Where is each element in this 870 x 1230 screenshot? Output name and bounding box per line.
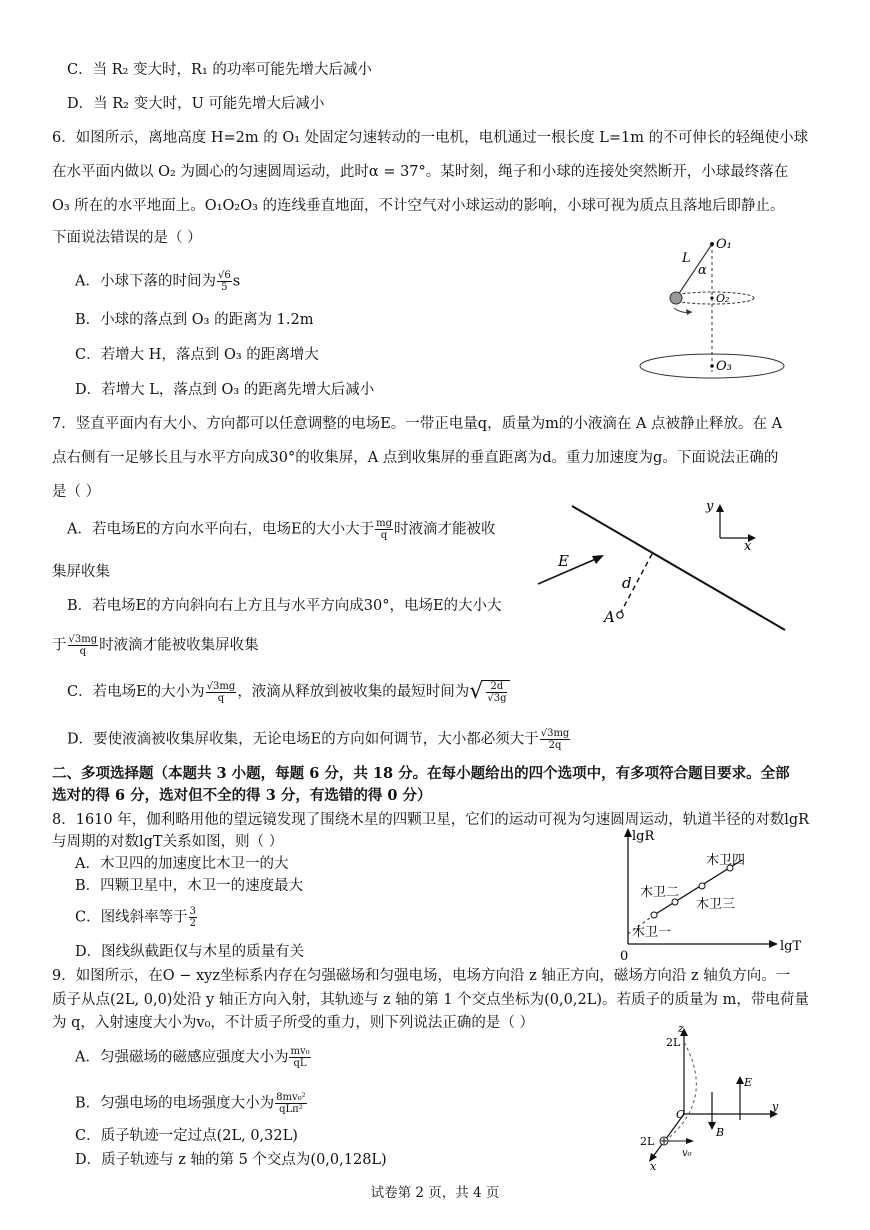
- q8-figure: [612, 820, 812, 970]
- label-l: L: [682, 251, 691, 266]
- label-x: x: [650, 1160, 657, 1173]
- label-o1: O₁: [716, 237, 732, 252]
- section2-heading-line2: 选对的得 6 分，选对但不全的得 3 分，有选错的得 0 分）: [52, 787, 432, 804]
- label-x: x: [744, 539, 752, 554]
- q6-option-c: C．若增大 H，落点到 O₃ 的距离增大: [75, 347, 319, 363]
- q7-stem-line3: 是（ ）: [52, 484, 101, 500]
- fraction: $\frac{\text{8mv₀²}}{\text{qLπ²}}$: [276, 1092, 306, 1115]
- label-y: y: [772, 1100, 779, 1113]
- label-moon2: 木卫二: [640, 885, 680, 900]
- square-root: √ $\frac{2d}{√3g}$: [469, 680, 510, 704]
- label-lgt: lgT: [780, 939, 802, 954]
- label-d: d: [622, 574, 632, 592]
- label-e: E: [744, 1076, 753, 1089]
- label-alpha: α: [698, 263, 707, 278]
- q6-option-d: D．若增大 L，落点到 O₃ 的距离先增大后减小: [75, 382, 375, 398]
- page-footer: 试卷第 2 页，共 4 页: [370, 1185, 500, 1201]
- q9-stem-line1: 9．如图所示，在O − xyz坐标系内存在匀强磁场和匀强电场，电场方向沿 z 轴正方向，磁场方向沿 z 轴负方向。一: [52, 968, 791, 984]
- label-a: A: [604, 608, 615, 626]
- q5-option-c: C．当 R₂ 变大时，R₁ 的功率可能先增大后减小: [67, 62, 372, 78]
- fraction: $\frac{\text{mv₀}}{qL}$: [290, 1046, 310, 1069]
- q7-option-a: A．若电场E的方向水平向右，电场E的大小大于 $\frac{mg}{q}$ 时液滴才能被收: [67, 518, 496, 541]
- label-b: B: [716, 1126, 725, 1139]
- q6-stem-line1: 6．如图所示，离地高度 H=2m 的 O₁ 处固定匀速转动的一电机，电机通过一根长度 L=1m 的不可伸长的轻绳使小球: [52, 130, 809, 146]
- q6-stem-line4: 下面说法错误的是（ ）: [52, 230, 202, 246]
- label-o3: O₃: [716, 359, 732, 374]
- q8-stem-line1: 8．1610 年，伽利略用他的望远镜发现了围绕木星的四颗卫星，它们的运动可视为匀速圆周运动，轨道半径的对数lgR: [52, 812, 810, 828]
- q6-option-b: B．小球的落点到 O₃ 的距离为 1.2m: [75, 312, 314, 328]
- label-2l-top: 2L: [666, 1036, 681, 1049]
- q7-stem-line1: 7．竖直平面内有大小、方向都可以任意调整的电场E。一带正电量q，质量为m的小液滴在 A 点被静止释放。在 A: [52, 416, 783, 432]
- fraction: $\frac{√3mg}{q}$: [206, 680, 236, 704]
- label-z: z: [678, 1022, 684, 1035]
- fraction: $\frac{mg}{q}$: [376, 518, 393, 541]
- q6-figure: [630, 232, 790, 392]
- q8-option-a: A．木卫四的加速度比木卫一的大: [75, 856, 289, 872]
- q8-option-d: D．图线纵截距仅与木星的质量有关: [75, 944, 305, 960]
- q6-option-a: A．小球下落的时间为 $\frac{√6}{5}$ s: [75, 270, 241, 293]
- fraction: $\frac{√6}{5}$: [217, 270, 231, 293]
- q8-stem-line2: 与周期的对数lgT关系如图，则（ ）: [52, 834, 284, 850]
- q7-option-c: C．若电场E的大小为 $\frac{√3mg}{q}$ ，液滴从释放到被收集的最短时间为√ $\frac{2d}{√3g}$: [67, 680, 510, 704]
- label-v0: v₀: [682, 1148, 692, 1159]
- label-moon1: 木卫一: [632, 925, 672, 940]
- label-origin: 0: [620, 949, 629, 964]
- q6-stem-line2: 在水平面内做以 O₂ 为圆心的匀速圆周运动，此时α = 37°。某时刻，绳子和小球的连接处突然断开，小球最终落在: [52, 164, 789, 180]
- label-2l-left: 2L: [640, 1135, 655, 1148]
- q9-stem-line3: 为 q，入射速度大小为v₀，不计质子所受的重力，则下列说法正确的是（ ）: [52, 1015, 535, 1031]
- section2-heading-line1: 二、多项选择题（本题共 3 小题，每题 6 分，共 18 分。在每小题给出的四个选项中，有多项符合题目要求。全部: [52, 765, 790, 782]
- fraction: $\frac{√3mg}{q}$: [68, 634, 98, 657]
- q9-option-a: A．匀强磁场的磁感应强度大小为 $\frac{\text{mv₀}}{qL}$: [75, 1046, 310, 1069]
- q8-option-b: B．四颗卫星中，木卫一的速度最大: [75, 878, 304, 894]
- q7-option-a-cont: 集屏收集: [52, 564, 110, 580]
- q6-stem-line3: O₃ 所在的水平地面上。O₁O₂O₃ 的连线垂直地面，不计空气对小球运动的影响，小球可视为质点且落地后即静止。: [52, 198, 785, 214]
- q7-option-b-cont: 于 $\frac{√3mg}{q}$ 时液滴才能被收集屏收集: [52, 634, 259, 657]
- q7-figure: [530, 492, 800, 642]
- label-lgr: lgR: [632, 829, 655, 844]
- label-e: E: [558, 552, 569, 570]
- q7-option-b: B．若电场E的方向斜向右上方且与水平方向成30°，电场E的大小大: [67, 598, 502, 614]
- q5-option-d: D．当 R₂ 变大时，U 可能先增大后减小: [67, 96, 325, 112]
- label-y: y: [706, 499, 714, 514]
- label-moon4: 木卫四: [706, 853, 746, 868]
- q9-stem-line2: 质子从点(2L, 0,0)处沿 y 轴正方向入射，其轨迹与 z 轴的第 1 个交点坐标为(0,0,2L)。若质子的质量为 m，带电荷量: [52, 992, 809, 1008]
- q8-option-c: C．图线斜率等于 $\frac{3}{2}$: [75, 906, 196, 929]
- q7-stem-line2: 点右侧有一足够长且与水平方向成30°的收集屏，A 点到收集屏的垂直距离为d。重力加速度为g。下面说法正确的: [52, 450, 779, 466]
- fraction: $\frac{√3mg}{2q}$: [540, 728, 570, 751]
- q7-option-d: D．要使液滴被收集屏收集，无论电场E的方向如何调节，大小都必须大于 $\frac{√3mg}{2q}$: [67, 728, 570, 751]
- q9-option-b: B．匀强电场的电场强度大小为 $\frac{\text{8mv₀²}}{\text{qLπ²}}$: [75, 1092, 306, 1115]
- label-o2: O₂: [716, 292, 730, 305]
- q9-option-c: C．质子轨迹一定过点(2L, 0,32L): [75, 1128, 298, 1144]
- label-o: O: [676, 1108, 686, 1121]
- label-moon3: 木卫三: [696, 897, 736, 912]
- q9-figure: [636, 1020, 796, 1173]
- q9-option-d: D．质子轨迹与 z 轴的第 5 个交点为(0,0,128L): [75, 1152, 387, 1168]
- fraction: $\frac{3}{2}$: [189, 906, 196, 929]
